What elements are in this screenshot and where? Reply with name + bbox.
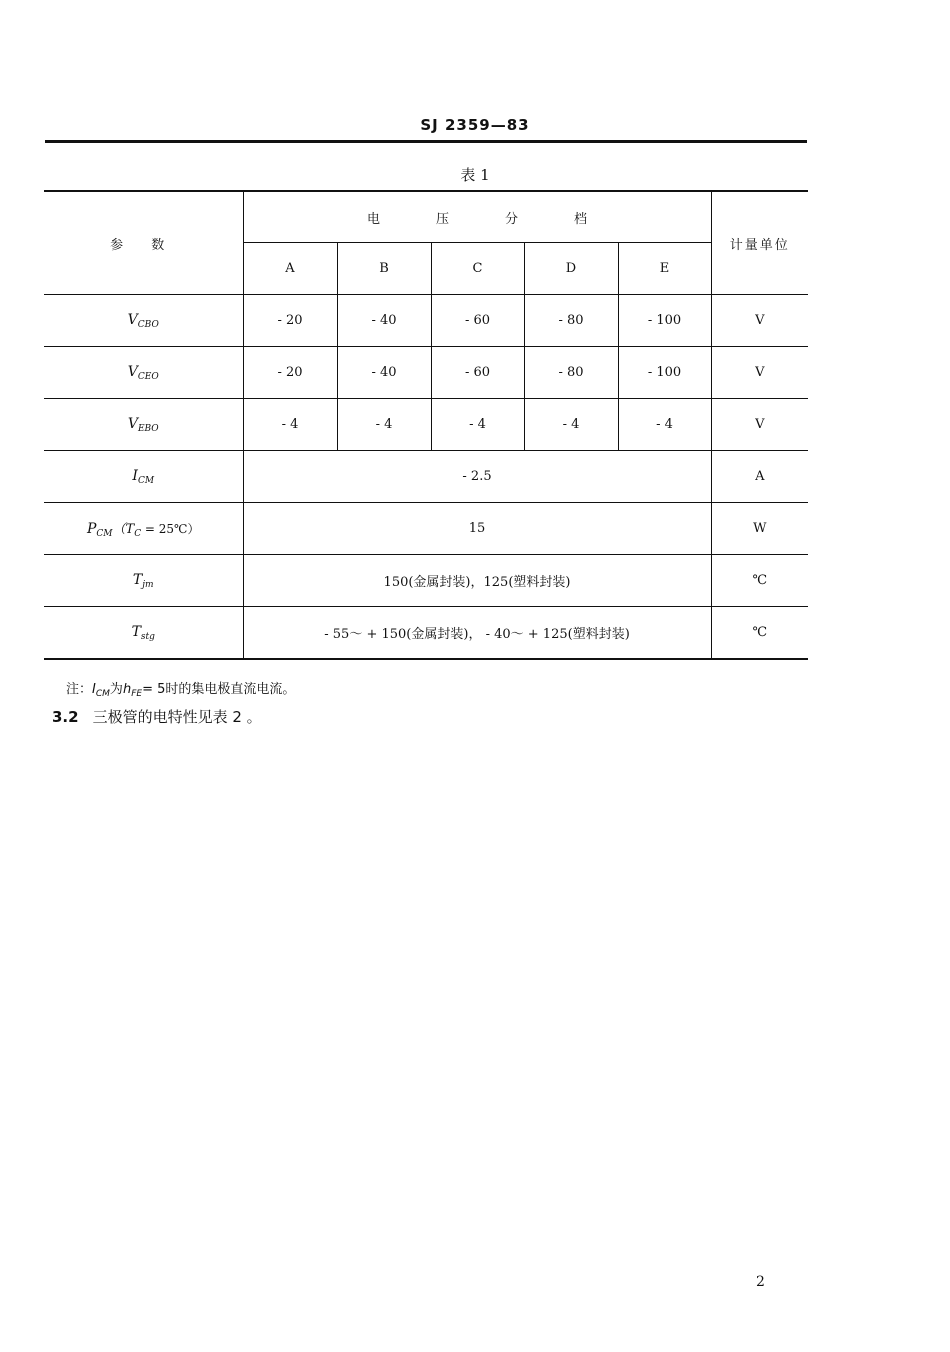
grade-d-header: D xyxy=(524,243,618,295)
grade-c-header: C xyxy=(431,243,524,295)
standard-code-header: SJ 2359—83 xyxy=(420,116,530,134)
param-cell: $V_{CEO}$ xyxy=(44,347,243,399)
value-cell: - 60 xyxy=(431,295,524,347)
value-cell: - 20 xyxy=(243,295,337,347)
unit-cell: W xyxy=(711,503,808,555)
unit-cell: ℃ xyxy=(711,555,808,607)
clause-paragraph xyxy=(52,706,262,727)
merged-value-cell: - 55～ + 150(金属封装)， - 40～ + 125(塑料封装) xyxy=(243,607,711,660)
value-cell: - 40 xyxy=(337,347,431,399)
parameter-table-wrapper xyxy=(44,190,808,660)
merged-value-cell: 15 xyxy=(243,503,711,555)
clause-text: 三极管的电特性见表 2 。 xyxy=(92,708,262,726)
param-cell: $I_{CM}$ xyxy=(44,451,243,503)
unit-cell: ℃ xyxy=(711,607,808,660)
table-caption: 表 1 xyxy=(460,166,490,184)
value-cell: - 100 xyxy=(618,347,711,399)
value-cell: - 80 xyxy=(524,295,618,347)
voltage-grade-header: 电 压 分 档 xyxy=(243,191,711,243)
table-row xyxy=(44,451,808,503)
value-cell: - 40 xyxy=(337,295,431,347)
param-cell: $P_{CM}(T_C$ = 25℃） xyxy=(44,503,243,555)
table-row xyxy=(44,399,808,451)
table-row xyxy=(44,555,808,607)
value-cell: - 60 xyxy=(431,347,524,399)
header-rule xyxy=(45,140,807,143)
table-row xyxy=(44,347,808,399)
value-cell: - 4 xyxy=(243,399,337,451)
unit-cell: V xyxy=(711,295,808,347)
parameter-table xyxy=(44,190,808,660)
table-row xyxy=(44,295,808,347)
value-cell: - 20 xyxy=(243,347,337,399)
unit-cell: V xyxy=(711,399,808,451)
param-cell: $V_{EBO}$ xyxy=(44,399,243,451)
value-cell: - 4 xyxy=(337,399,431,451)
value-cell: - 4 xyxy=(618,399,711,451)
value-cell: - 100 xyxy=(618,295,711,347)
param-cell: $V_{CBO}$ xyxy=(44,295,243,347)
unit-cell: A xyxy=(711,451,808,503)
merged-value-cell: - 2.5 xyxy=(243,451,711,503)
param-cell: $T_{jm}$ xyxy=(44,555,243,607)
unit-header: 计量单位 xyxy=(711,191,808,295)
table-header-row xyxy=(44,191,808,243)
param-header: 参 数 xyxy=(44,191,243,295)
table-row xyxy=(44,607,808,660)
unit-cell: V xyxy=(711,347,808,399)
value-cell: - 80 xyxy=(524,347,618,399)
grade-e-header: E xyxy=(618,243,711,295)
page-number: 2 xyxy=(756,1274,765,1290)
value-cell: - 4 xyxy=(524,399,618,451)
grade-b-header: B xyxy=(337,243,431,295)
value-cell: - 4 xyxy=(431,399,524,451)
param-cell: $T_{stg}$ xyxy=(44,607,243,660)
merged-value-cell: 150(金属封装)，125(塑料封装) xyxy=(243,555,711,607)
grade-a-header: A xyxy=(243,243,337,295)
clause-number: 3.2 xyxy=(52,708,79,726)
table-row xyxy=(44,503,808,555)
table-note: 注：$I_{CM}$为$h_{FE}= 5$时的集电极直流电流。 xyxy=(66,682,296,699)
